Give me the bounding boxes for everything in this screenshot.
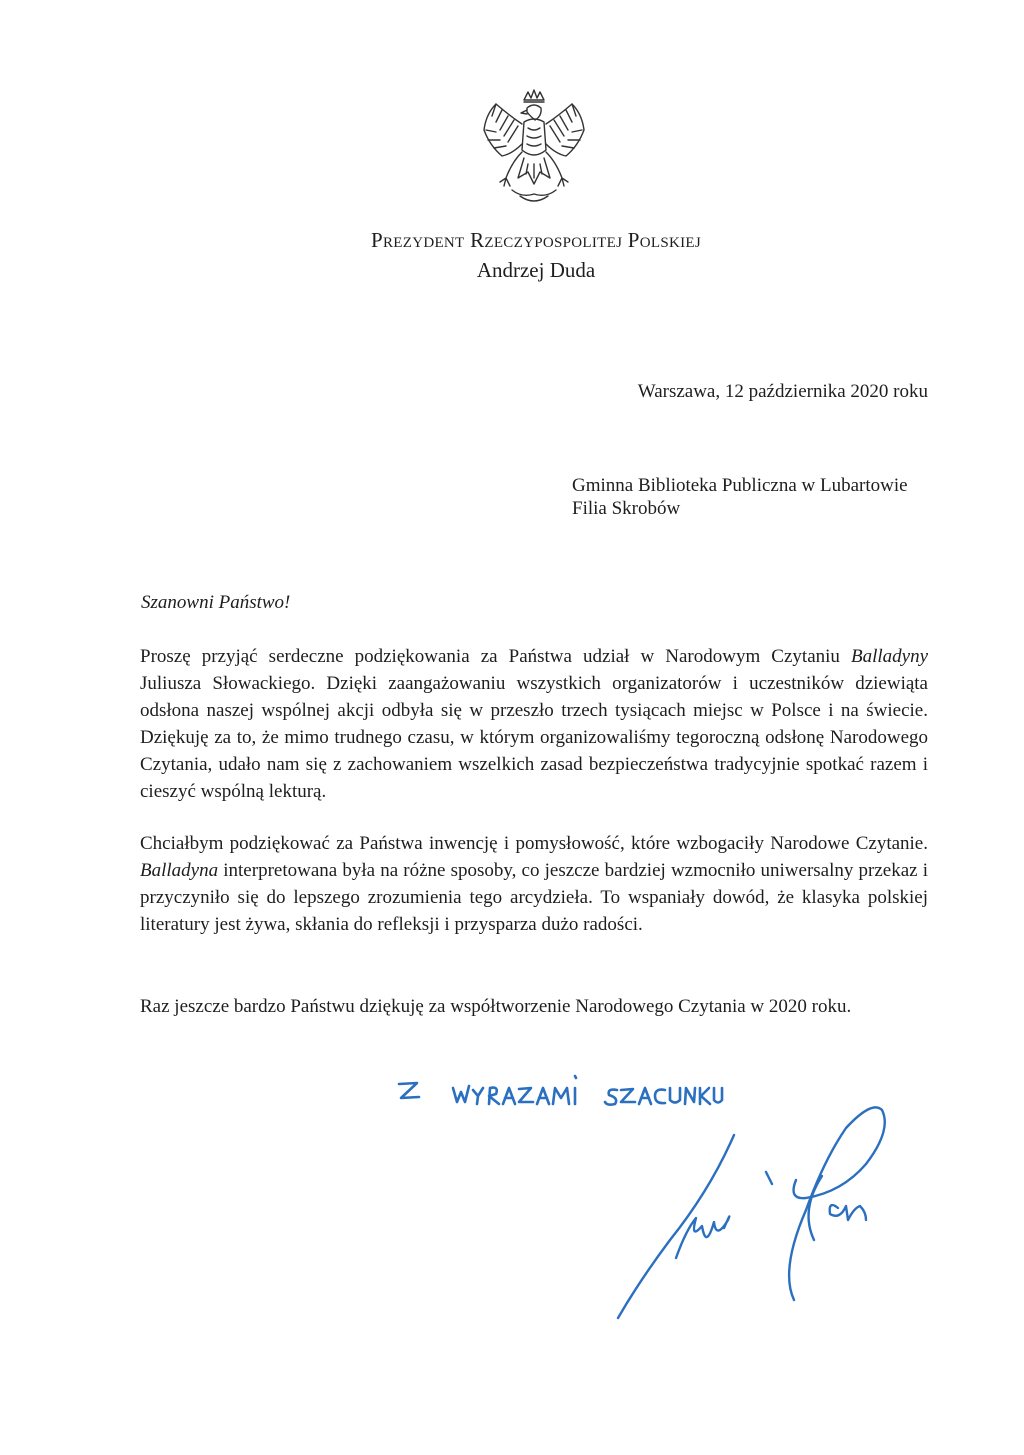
body-paragraph-2: [140, 830, 928, 938]
book-title: Balladyny: [850, 646, 928, 667]
date-line: Warszawa, 12 października 2020 roku: [637, 381, 928, 402]
letterhead-title: Prezydent Rzeczypospolitej Polskiej: [370, 228, 702, 252]
recipient-address: [572, 474, 908, 520]
book-title: Balladyna: [140, 860, 219, 881]
recipient-line-1: Gminna Biblioteka Publiczna w Lubartowie: [572, 475, 908, 496]
paragraph-text: Juliusza Słowackiego. Dzięki zaangażowaniu wszystkich organizatorów i uczestników dziewiąta odsłona naszej wspólnej akcji odbyła się w przeszło trzech tysiącach miejsc w Polsce i na świecie. Dziękuję za to, że mimo trudnego czasu, w którym organizowaliśmy tegoroczną odsłonę Narodowego Czytania, udało nam się z zachowaniem wszelkich zasad bezpieczeństwa tradycyjnie spotkać razem i cieszyć wspólną lekturą.: [140, 673, 928, 802]
paragraph-text: interpretowana była na różne sposoby, co jeszcze bardziej wzmocniło uniwersalny przekaz i przyczyniło się do lepszego zrozumienia tego arcydzieła. To wspaniały dowód, że klasyka polskiej literatury jest żywa, skłania do refleksji i przysparza dużo radości.: [140, 860, 928, 935]
recipient-line-2: Filia Skrobów: [572, 498, 681, 519]
letterhead-name: Andrzej Duda: [476, 258, 596, 282]
paragraph-text: Chciałbym podziękować za Państwa inwencję i pomysłowość, które wzbogaciły Narodowe Czytanie.: [140, 833, 928, 854]
white-eagle-emblem-icon: [472, 86, 596, 210]
signature-image: [610, 1080, 900, 1320]
paragraph-text: Proszę przyjąć serdeczne podziękowania za Państwa udział w Narodowym Czytaniu: [140, 646, 851, 667]
salutation: Szanowni Państwo!: [141, 592, 291, 613]
body-paragraph-3: [140, 993, 928, 1020]
body-paragraph-1: [140, 643, 928, 805]
paragraph-text: Raz jeszcze bardzo Państwu dziękuję za współtworzenie Narodowego Czytania w 2020 roku.: [140, 996, 852, 1017]
